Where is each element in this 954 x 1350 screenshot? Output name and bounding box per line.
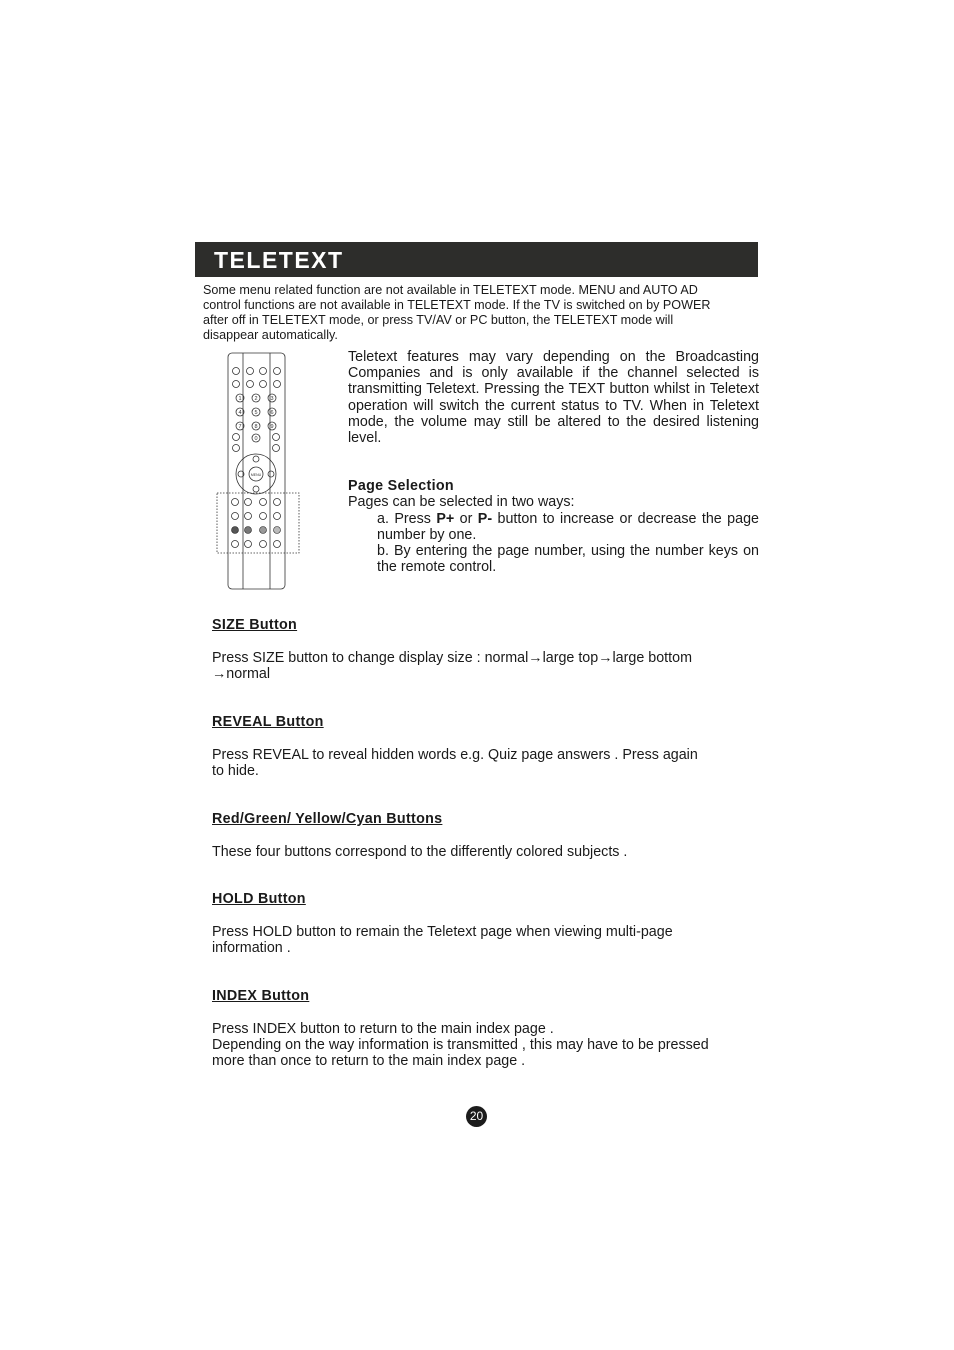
remote-side-key [273,445,280,452]
teletext-keys-highlight [217,493,299,553]
option-a-suffix: button to increase or decrease the page number by one. [377,510,759,543]
remote-teletext-key [260,541,267,548]
remote-top-key [260,368,267,375]
intro-line: Some menu related function are not available in TELETEXT mode. MENU and AUTO AD [203,283,698,297]
page-selection-heading: Page Selection [348,478,454,495]
remote-teletext-key [245,499,252,506]
remote-teletext-key [232,513,239,520]
page-title: TELETEXT [214,247,344,273]
hold-button-section [212,891,762,956]
remote-top-key [274,381,281,388]
remote-teletext-key [260,499,267,506]
section-line: Press INDEX button to return to the main index page . [212,1021,554,1037]
intro-line: control functions are not available in TELETEXT mode. If the TV is switched on by POWER [203,298,711,312]
page-number: 20 [466,1106,487,1127]
section-line: more than once to return to the main index page . [212,1053,526,1070]
remote-nav-up [253,456,259,462]
remote-nav-down [253,486,259,492]
section-line: These four buttons correspond to the differently colored subjects . [212,844,628,860]
remote-teletext-key [274,499,281,506]
remote-cyan-key [274,527,281,534]
remote-digit-label: 3 [270,396,274,402]
size-button-section [212,617,762,682]
section-title-bar [195,242,758,277]
section-line: Press HOLD button to remain the Teletext page when viewing multi-page [212,924,673,940]
teletext-description-column [348,349,759,575]
remote-red-key [232,527,239,534]
remote-teletext-key [245,541,252,548]
remote-nav-right [268,471,274,477]
remote-side-key [273,434,280,441]
remote-control-illustration [214,350,304,592]
intro-paragraph [203,283,763,343]
remote-digit-label: 2 [254,396,258,402]
remote-top-key [233,381,240,388]
remote-side-key [233,445,240,452]
page-selection-option-a [348,511,759,543]
section-line: Press SIZE button to change display size : normal→large top→large bottom [212,650,692,666]
remote-digit-label: 6 [270,410,274,416]
remote-digit-label: 9 [270,424,274,430]
page-selection-lead: Pages can be selected in two ways: [348,494,575,511]
section-heading: REVEAL Button [212,714,324,730]
intro-line: after off in TELETEXT mode, or press TV/AV or PC button, the TELETEXT mode will [203,313,674,327]
section-line: Press REVEAL to reveal hidden words e.g. Quiz page answers . Press again [212,747,698,763]
remote-digit-label: 5 [254,410,258,416]
remote-top-key [233,368,240,375]
section-heading: INDEX Button [212,988,310,1004]
remote-teletext-key [274,541,281,548]
remote-digit-label: 4 [238,410,242,416]
remote-digit-label: 7 [238,424,242,430]
remote-teletext-key [232,499,239,506]
remote-top-key [247,368,254,375]
reveal-button-section [212,714,762,779]
section-line: →normal [212,666,270,683]
remote-side-key [233,434,240,441]
index-button-section [212,988,762,1070]
intro-line: disappear automatically. [203,328,338,342]
remote-digit-label: 1 [238,396,242,402]
section-line: Depending on the way information is transmitted , this may have to be pressed [212,1037,709,1054]
option-a-prefix: a. Press [377,510,437,527]
option-a-mid: or [454,510,478,527]
remote-menu-label: MENU [250,473,262,477]
remote-top-key [274,368,281,375]
remote-yellow-key [260,527,267,534]
remote-top-key [260,381,267,388]
section-line: to hide. [212,763,259,780]
remote-digit-label: 0 [254,436,258,442]
p-plus-key: P+ [436,510,455,527]
section-heading: SIZE Button [212,617,298,633]
remote-teletext-key [232,541,239,548]
color-buttons-section [212,811,762,860]
section-heading: HOLD Button [212,891,306,907]
remote-digit-label: 8 [254,424,258,430]
page-selection-option-b: b. By entering the page number, using the number keys on the remote control. [377,543,759,576]
features-paragraph: Teletext features may vary depending on the Broadcasting Companies and is only available if the channel selected is transmitting Teletext. Pressing the TEXT button whilst in Teletext operation will switch the current status to TV. When in Teletext mode, the volume may still be altered to the desired listening level. [348,349,759,447]
section-heading: Red/Green/ Yellow/Cyan Buttons [212,811,443,827]
remote-teletext-key [245,513,252,520]
remote-top-key [247,381,254,388]
remote-teletext-key [260,513,267,520]
remote-teletext-key [274,513,281,520]
remote-green-key [245,527,252,534]
section-line: information . [212,940,291,957]
p-minus-key: P- [477,510,493,527]
